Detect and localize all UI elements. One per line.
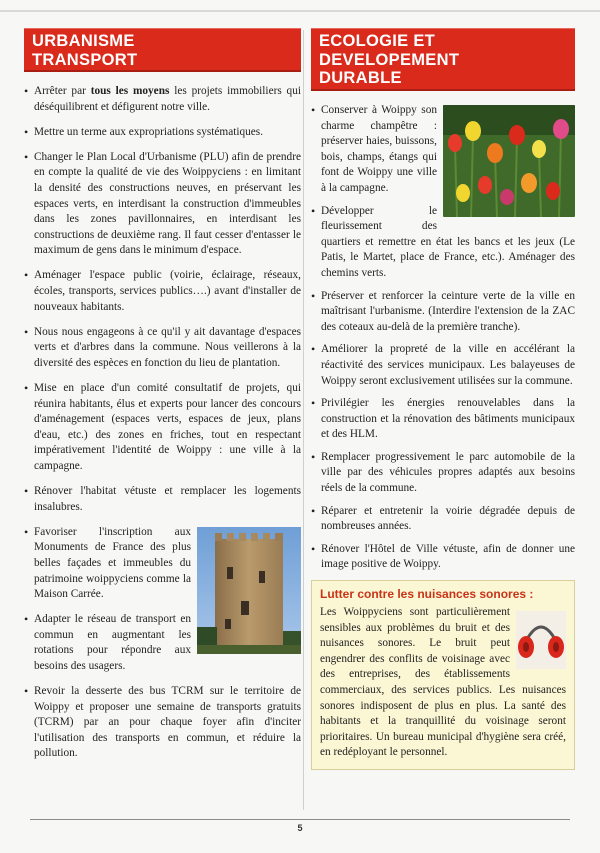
top-rule bbox=[0, 10, 600, 12]
banner-line: TRANSPORT bbox=[32, 50, 138, 69]
callout-text: Les Woippyciens sont particulièrement sensibles aux problèmes du bruit et des nuisances sonores. Le bruit peut engendrer des conflits de voisinage avec des entreprises, des établissements commerciaux, des services publics. Les nuisances sonores indisposent de plus en plus. La santé des habitants et la tranquillité du voisinage seront prioritaires. Un bureau municipal d'hygiène sera créé, en redéployant le personnel. bbox=[320, 606, 566, 759]
list-item: • Revoir la desserte des bus TCRM sur le territoire de Woippy et proposer une semaine de transports gratuits (TCRM) par an pour chaque foyer afin d'inciter l'utilisation des transports en commun, et réduire la pollution. bbox=[24, 684, 301, 762]
right-column bbox=[311, 28, 575, 770]
list-item: • Privilégier les énergies renouvelables dans la construction et la rénovation des bâtiments municipaux et des HLM. bbox=[311, 396, 575, 443]
list-item: • Développer le fleurissement des quartiers et remettre en état les bancs et les jeux (Le Patis, le Martet, place de France, etc.). Aménager des chemins verts. bbox=[311, 204, 575, 282]
list-item: • Aménager l'espace public (voirie, éclairage, réseaux, écoles, transports, services publics….) avant d'installer de nouveaux habitants. bbox=[24, 268, 301, 315]
banner-line: URBANISME bbox=[32, 32, 135, 50]
list-item: • Favoriser l'inscription aux Monuments de France des plus belles façades et immeubles du patrimoine woippyciens comme la Maison Carrée. bbox=[24, 525, 301, 603]
emphasis: tous les moyens bbox=[90, 85, 170, 97]
banner-line: DEVELOPEMENT bbox=[319, 50, 460, 69]
list-item: • Mettre un terme aux expropriations systématiques. bbox=[24, 125, 301, 141]
list-item: • Rénover l'Hôtel de Ville vétuste, afin de donner une image positive de Woippy. bbox=[311, 542, 575, 573]
page-number: 5 bbox=[297, 823, 303, 833]
noise-callout-box bbox=[311, 580, 575, 770]
callout-title: Lutter contre les nuisances sonores : bbox=[320, 587, 534, 602]
footer-rule bbox=[30, 819, 570, 820]
ear-protector-photo bbox=[516, 611, 566, 669]
section-banner-urbanisme bbox=[24, 28, 301, 72]
list-item: • Rénover l'habitat vétuste et remplacer les logements insalubres. bbox=[24, 484, 301, 515]
section-banner-ecologie bbox=[311, 28, 575, 91]
list-item: • Préserver et renforcer la ceinture verte de la ville en maîtrisant l'urbanisme. (Interdire l'extension de la ZAC des coteaux au-delà de la première tranche). bbox=[311, 289, 575, 336]
list-item: • Réparer et entretenir la voirie dégradée depuis de nombreuses années. bbox=[311, 504, 575, 535]
list-item: • Conserver à Woippy son charme champêtre : préserver haies, buissons, bois, champs, étangs qui font de Woippy une ville à la campagne. bbox=[311, 103, 575, 197]
ecologie-list bbox=[311, 103, 575, 573]
list-item: • Nous nous engageons à ce qu'il y ait davantage d'espaces verts et d'arbres dans la commune. Nous veillerons à la diversité des espèces en fonction du lieu de plantation. bbox=[24, 325, 301, 372]
list-item: • Adapter le réseau de transport en commun en augmentant les rotations pour répondre aux besoins des usagers. bbox=[24, 612, 301, 674]
tulips-photo bbox=[443, 105, 575, 217]
list-item: • Améliorer la propreté de la ville en accélérant la réactivité des services municipaux. Les balayeuses de Woippy seront exclusivement utilisées sur la commune. bbox=[311, 342, 575, 389]
urbanisme-list bbox=[24, 84, 301, 762]
list-item: • Remplacer progressivement le parc automobile de la ville par des véhicules propres adaptés aux besoins réels de la commune. bbox=[311, 450, 575, 497]
banner-line: DURABLE bbox=[319, 69, 402, 87]
column-divider bbox=[303, 30, 304, 810]
left-column bbox=[24, 28, 301, 772]
banner-line: ECOLOGIE ET bbox=[319, 32, 436, 50]
list-item: • Mise en place d'un comité consultatif de projets, qui réunira habitants, élus et experts pour lancer des concours d'aménagement (espaces verts, espaces de jeux, plans d'eau, etc.) des zones en friches, tout en respectant impérativement l'identité de Woippy : une ville à la campagne. bbox=[24, 381, 301, 475]
list-item: • Changer le Plan Local d'Urbanisme (PLU) afin de prendre en compte la qualité de vie des Woippyciens : en limitant la densité des constructions neuves, en préservant les espaces verts, en interdisant la construction d'immeubles dans les zones pavillonnaires, en interdisant les constructions de deuxième rang. Il faut cesser d'entasser le maximum de gens dans le minimum d'espace. bbox=[24, 150, 301, 259]
list-item: • Arrêter par tous les moyens les projets immobiliers qui déséquilibrent et défigurent notre ville. bbox=[24, 84, 301, 115]
